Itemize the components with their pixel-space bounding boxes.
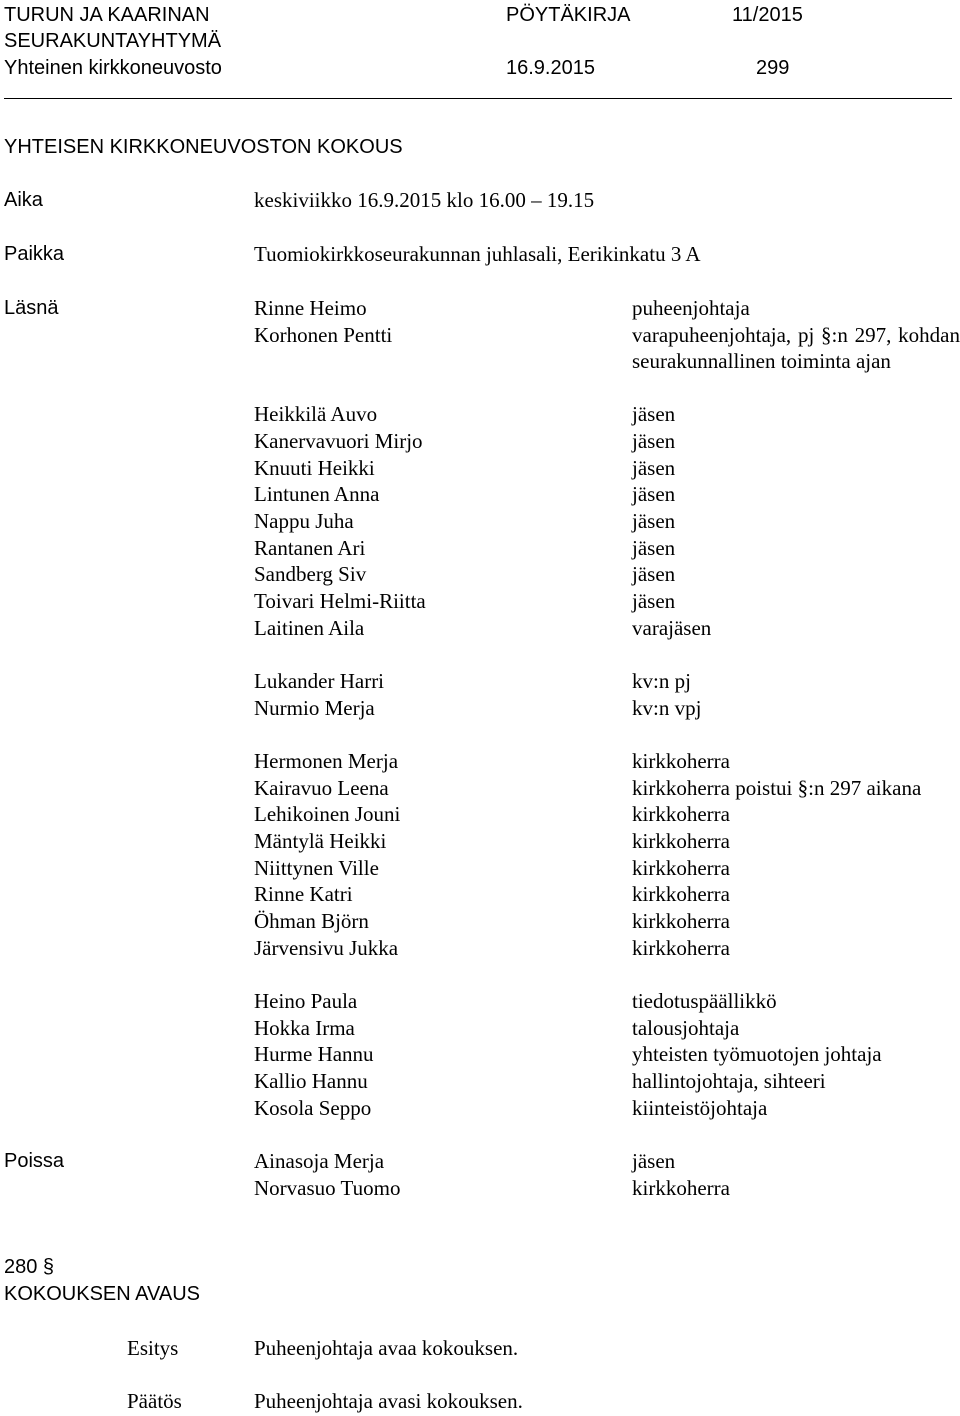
attendee-name: Rantanen Ari [254,536,366,560]
header-divider [4,98,952,99]
poissa-label: Poissa [4,1150,65,1172]
attendee-name: Laitinen Aila [254,616,365,640]
attendee-name: Kosola Seppo [254,1096,372,1120]
attendee-role: jäsen [632,429,676,453]
attendee-name: Rinne Heimo [254,296,367,320]
attendee-role: kirkkoherra [632,909,730,933]
attendee-name: Rinne Katri [254,882,353,906]
attendee-role: hallintojohtaja, sihteeri [632,1069,826,1093]
attendee-role: kirkkoherra [632,829,730,853]
attendee-name: Heikkilä Auvo [254,402,378,426]
attendee-role: varajäsen [632,616,712,640]
attendee-role: kiinteistöjohtaja [632,1096,768,1120]
attendee-role: kv:n vpj [632,696,702,720]
org-name-line1: TURUN JA KAARINAN [4,4,210,26]
lasna-label: Läsnä [4,297,59,319]
attendee-role: varapuheenjohtaja, pj §:n 297, kohdan seurakunnallinen toiminta ajan [632,323,960,373]
attendee-name: Nappu Juha [254,509,354,533]
attendee-name: Hurme Hannu [254,1042,374,1066]
meeting-title: YHTEISEN KIRKKONEUVOSTON KOKOUS [4,136,403,158]
attendee-role: kirkkoherra [632,802,730,826]
attendee-name: Mäntylä Heikki [254,829,387,853]
page-number: 299 [756,57,790,79]
attendee-role: jäsen [632,562,676,586]
absent-role: kirkkoherra [632,1176,730,1200]
attendee-role: kirkkoherra [632,936,730,960]
paikka-label: Paikka [4,243,65,265]
attendee-name: Sandberg Siv [254,562,367,586]
doc-date: 16.9.2015 [506,57,595,79]
aika-value: keskiviikko 16.9.2015 klo 16.00 – 19.15 [254,188,595,212]
attendee-role: kirkkoherra poistui §:n 297 aikana [632,776,922,800]
attendee-name: Lintunen Anna [254,482,380,506]
attendee-name: Hokka Irma [254,1016,355,1040]
doc-type: PÖYTÄKIRJA [506,4,631,26]
attendee-role: yhteisten työmuotojen johtaja [632,1042,882,1066]
attendee-name: Hermonen Merja [254,749,399,773]
section-heading: KOKOUKSEN AVAUS [4,1283,200,1305]
attendee-role: jäsen [632,589,676,613]
attendee-role: jäsen [632,536,676,560]
attendee-name: Nurmio Merja [254,696,375,720]
absent-role: jäsen [632,1149,676,1173]
attendee-role: jäsen [632,509,676,533]
attendee-role: talousjohtaja [632,1016,740,1040]
attendee-role: kv:n pj [632,669,691,693]
attendee-role: jäsen [632,482,676,506]
aika-label: Aika [4,189,43,211]
attendee-role: jäsen [632,402,676,426]
attendee-name: Lukander Harri [254,669,385,693]
paikka-value: Tuomiokirkkoseurakunnan juhlasali, Eerikinkatu 3 A [254,242,701,266]
body-name: Yhteinen kirkkoneuvosto [4,57,222,79]
absent-name: Norvasuo Tuomo [254,1176,401,1200]
attendee-role: kirkkoherra [632,856,730,880]
absent-name: Ainasoja Merja [254,1149,385,1173]
attendee-name: Järvensivu Jukka [254,936,399,960]
esitys-label: Esitys [127,1336,179,1360]
attendee-role: puheenjohtaja [632,296,750,320]
paatos-label: Päätös [127,1389,182,1413]
attendee-name: Korhonen Pentti [254,323,393,347]
attendee-role: kirkkoherra [632,749,730,773]
attendee-role: jäsen [632,456,676,480]
paatos-text: Puheenjohtaja avasi kokouksen. [254,1389,523,1413]
attendee-name: Toivari Helmi-Riitta [254,589,426,613]
attendee-name: Kallio Hannu [254,1069,368,1093]
org-name-line2: SEURAKUNTAYHTYMÄ [4,30,222,52]
attendee-name: Lehikoinen Jouni [254,802,401,826]
attendee-role: kirkkoherra [632,882,730,906]
section-number: 280 § [4,1256,55,1278]
attendee-name: Knuuti Heikki [254,456,375,480]
attendee-role: tiedotuspäällikkö [632,989,777,1013]
doc-number: 11/2015 [732,4,803,26]
esitys-text: Puheenjohtaja avaa kokouksen. [254,1336,519,1360]
attendee-name: Niittynen Ville [254,856,379,880]
attendee-name: Kanervavuori Mirjo [254,429,423,453]
attendee-name: Öhman Björn [254,909,369,933]
attendee-name: Kairavuo Leena [254,776,389,800]
attendee-name: Heino Paula [254,989,358,1013]
